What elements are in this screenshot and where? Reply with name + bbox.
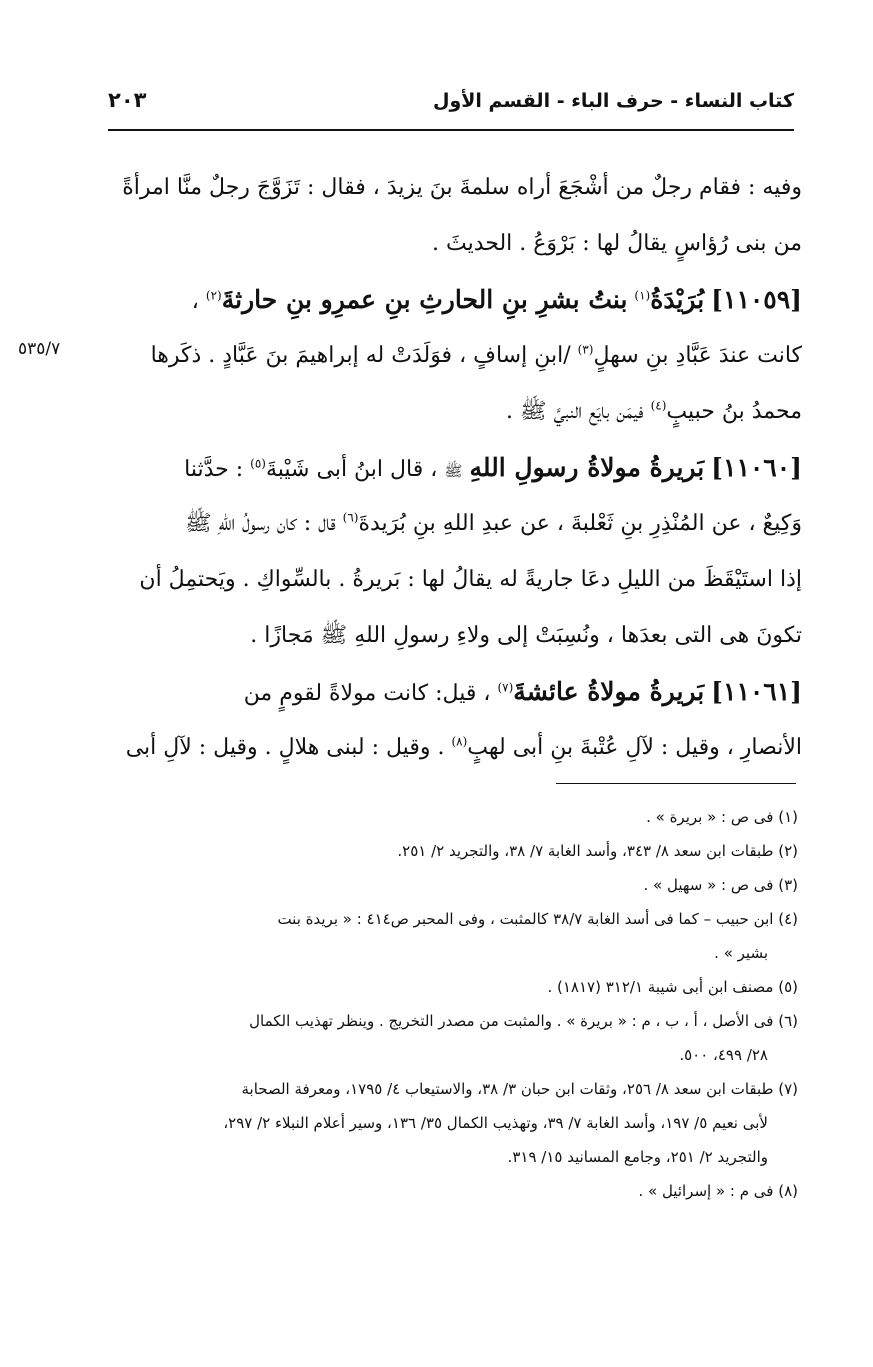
footnote-7-cont: والتجريد ٢/ ٢٥١، وجامع المسانيد ١٥/ ٣١٩.: [507, 1148, 768, 1166]
text-l8: إذا استَيْقَظَ من الليلِ دعَا جاريةً له يقالُ لها : بَريرةُ . بالسِّواكِ . ويَحتمِلُ أن: [139, 567, 802, 592]
text-l4b: /ابنِ إسافٍ ، فوَلَدَتْ له إبراهيمَ بنَ عَبَّادٍ . ذكَرها: [150, 343, 571, 368]
entry-number: [١١٠٦١]: [711, 677, 802, 706]
text-line-4: [100, 328, 802, 384]
entry-tail: ،: [191, 289, 199, 314]
text-l11a: الأنصارِ ، وقيل : لآلِ عُتْبةَ بنِ أبى لهبٍ: [467, 735, 802, 760]
text-l7a: وَكِيعٌ ، عن المُنْذِرِ بنِ ثَعْلبةَ ، عن عبدِ اللهِ بنِ بُرَيدةَ: [358, 511, 802, 536]
footnote-ref: (٦): [342, 510, 359, 525]
footnote-ref: (٨): [451, 734, 468, 749]
footnote-4: (٤) ابن حبيب – كما فى أسد الغابة ٣٨/٧ كالمثبت ، وفى المحبر ص٤١٤ : « بريدة بنت: [277, 910, 798, 928]
footnote-rule: [556, 783, 796, 784]
footnote-ref: (١): [634, 288, 651, 303]
footnote-3: (٣) فى ص : « سهيل » .: [643, 876, 798, 894]
running-title: كتاب النساء - حرف الباء - القسم الأول: [432, 90, 794, 112]
entry-11060: [100, 440, 802, 496]
header-rule: [108, 129, 794, 131]
entry-11061: [100, 664, 802, 720]
footnote-ref: (٣): [577, 342, 594, 357]
text-line-9: [100, 608, 802, 664]
text-line-7: [100, 496, 802, 552]
text-line-11: [100, 720, 802, 776]
entry-name: بَريرةُ مولاةُ عائشةَ: [513, 677, 705, 706]
text-l5a: محمدُ بنُ حبيبٍ: [666, 399, 802, 424]
footnote-2: (٢) طبقات ابن سعد ٨/ ٣٤٣، وأسد الغابة ٧/ ٣٨، والتجريد ٢/ ٢٥١.: [397, 842, 798, 860]
footnote-4-cont: بشير » .: [714, 944, 768, 962]
entry-number: [١١٠٦٠]: [711, 453, 802, 482]
main-text: [100, 160, 802, 776]
text-l1: وفيه : فقام رجلٌ من أشْجَعَ أراه سلمةَ بنَ يزيدَ ، فقال : تَزَوَّجَ رجلٌ منَّا امرأةً: [122, 175, 802, 200]
entry-text: ، قال ابنُ أبى شَيْبةَ: [265, 457, 438, 482]
footnote-8: (٨) فى م : « إسرائيل » .: [638, 1182, 798, 1200]
text-l5b: فيمَن بايَع النبيَّ: [553, 399, 644, 424]
footnote-ref: (٧): [497, 680, 514, 695]
entry-lineage: بنتُ بشرِ بنِ الحارثِ بنِ عمرِو بنِ حارثةَ: [221, 285, 628, 314]
entry-name: بُرَيْدَةُ: [650, 285, 705, 314]
text-line-5: [100, 384, 802, 440]
page-number: ٢٠٣: [108, 88, 147, 112]
salla-glyph: ﷺ .: [506, 399, 547, 424]
footnote-7-cont: لأبى نعيم ٥/ ١٩٧، وأسد الغابة ٧/ ٣٩، وتهذيب الكمال ٣٥/ ١٣٦، وسير أعلام النبلاء ٢/ ٢٩٧،: [223, 1114, 768, 1132]
footnote-ref: (٥): [250, 456, 266, 471]
text-l7b: قال : كان رسولُ اللهِ ﷺ: [185, 511, 336, 536]
entry-text: ، قيل: كانت مولاةً لقومٍ من: [243, 681, 491, 706]
entry-tail: : حدَّثنا: [184, 457, 244, 482]
footnotes: [105, 800, 798, 1208]
footnote-6-cont: ٢٨/ ٤٩٩، ٥٠٠.: [679, 1046, 768, 1064]
text-l11b: . وقيل : لبنى هلالٍ . وقيل : لآلِ أبى: [125, 735, 445, 760]
entry-name: بَريرةُ مولاةُ رسولِ اللهِ: [469, 453, 705, 482]
entry-11059: [100, 272, 802, 328]
text-l4a: كانت عندَ عَبَّادِ بنِ سهلٍ: [593, 343, 802, 368]
text-line-8: [100, 552, 802, 608]
margin-note: ٥٣٥/٧: [18, 339, 61, 359]
footnote-ref: (٤): [650, 398, 667, 413]
text-line-2: [100, 216, 802, 272]
footnote-ref: (٢): [205, 288, 222, 303]
footnote-5: (٥) مصنف ابن أبى شيبة ٣١٢/١ (١٨١٧) .: [547, 978, 798, 996]
running-header: [108, 86, 794, 126]
text-l2: من بنى رُؤاسٍ يقالُ لها : بَرْوَعُ . الحديثَ .: [432, 231, 802, 256]
footnote-7: (٧) طبقات ابن سعد ٨/ ٢٥٦، وثقات ابن حبان ٣/ ٣٨، والاستيعاب ٤/ ١٧٩٥، ومعرفة الصحابة: [241, 1080, 798, 1098]
salla-glyph: ﷺ: [444, 462, 463, 480]
entry-number: [١١٠٥٩]: [711, 285, 802, 314]
footnote-6: (٦) فى الأصل ، أ ، ب ، م : « بريرة » . والمثبت من مصدر التخريج . وينظر تهذيب الكمال: [249, 1012, 798, 1030]
text-line-1: [100, 160, 802, 216]
footnote-1: (١) فى ص : « بريرة » .: [646, 808, 798, 826]
text-l9: تكونَ هى التى بعدَها ، ونُسِبَتْ إلى ولاءِ رسولِ اللهِ ﷺ مَجازًا .: [250, 623, 802, 648]
